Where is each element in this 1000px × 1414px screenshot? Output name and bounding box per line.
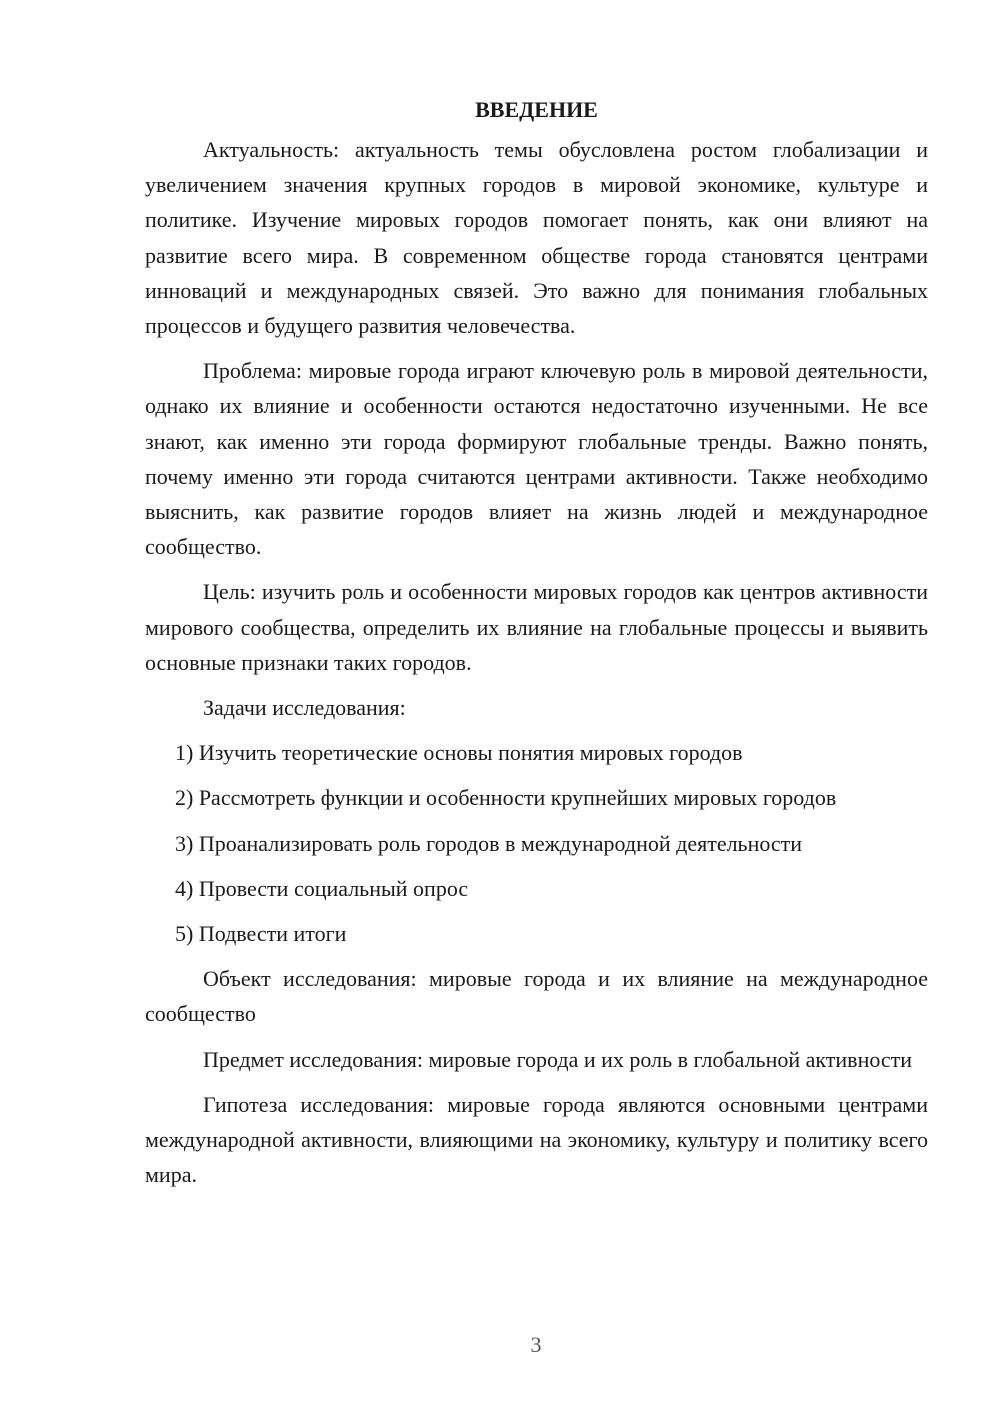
task-item-4: 4) Провести социальный опрос xyxy=(175,875,469,901)
task-item-3: 3) Проанализировать роль городов в международной деятельности xyxy=(175,830,803,856)
research-subject-paragraph: Предмет исследования: мировые города и их роль в глобальной активности xyxy=(203,1046,913,1072)
page-number: 3 xyxy=(530,1332,542,1357)
task-item-2: 2) Рассмотреть функции и особенности крупнейших мировых городов xyxy=(175,785,837,811)
problem-paragraph: Проблема: мировые города играют ключевую роль в мировой деятельности, однако их влияние и особенности остаются недостаточно изученными. Не все знают, как именно эти города формируют глобальные тренды. Важно понять, почему именно эти города считаются центрами активности. Также необходимо выяснить, как развитие городов влияет на жизнь людей и международное сообщество. xyxy=(145,358,928,560)
task-item-1: 1) Изучить теоретические основы понятия мировых городов xyxy=(175,740,743,766)
page-title: ВВЕДЕНИЕ xyxy=(475,97,598,122)
document-page xyxy=(145,92,928,1202)
tasks-heading: Задачи исследования: xyxy=(203,695,406,721)
task-item-5: 5) Подвести итоги xyxy=(175,921,347,947)
research-hypothesis-paragraph: Гипотеза исследования: мировые города являются основными центрами международной активности, влияющими на экономику, культуру и политику всего мира. xyxy=(145,1091,928,1188)
research-object-paragraph: Объект исследования: мировые города и их влияние на международное сообщество xyxy=(145,966,928,1027)
goal-paragraph: Цель: изучить роль и особенности мировых городов как центров активности мирового сообщества, определить их влияние на глобальные процессы и выявить основные признаки таких городов. xyxy=(145,579,928,675)
relevance-paragraph: Актуальность: актуальность темы обусловлена ростом глобализации и увеличением значения крупных городов в мировой экономике, культуре и политике. Изучение мировых городов помогает понять, как они влияют на развитие всего мира. В современном обществе города становятся центрами инноваций и международных связей. Это важно для понимания глобальных процессов и будущего развития человечества. xyxy=(145,137,928,339)
